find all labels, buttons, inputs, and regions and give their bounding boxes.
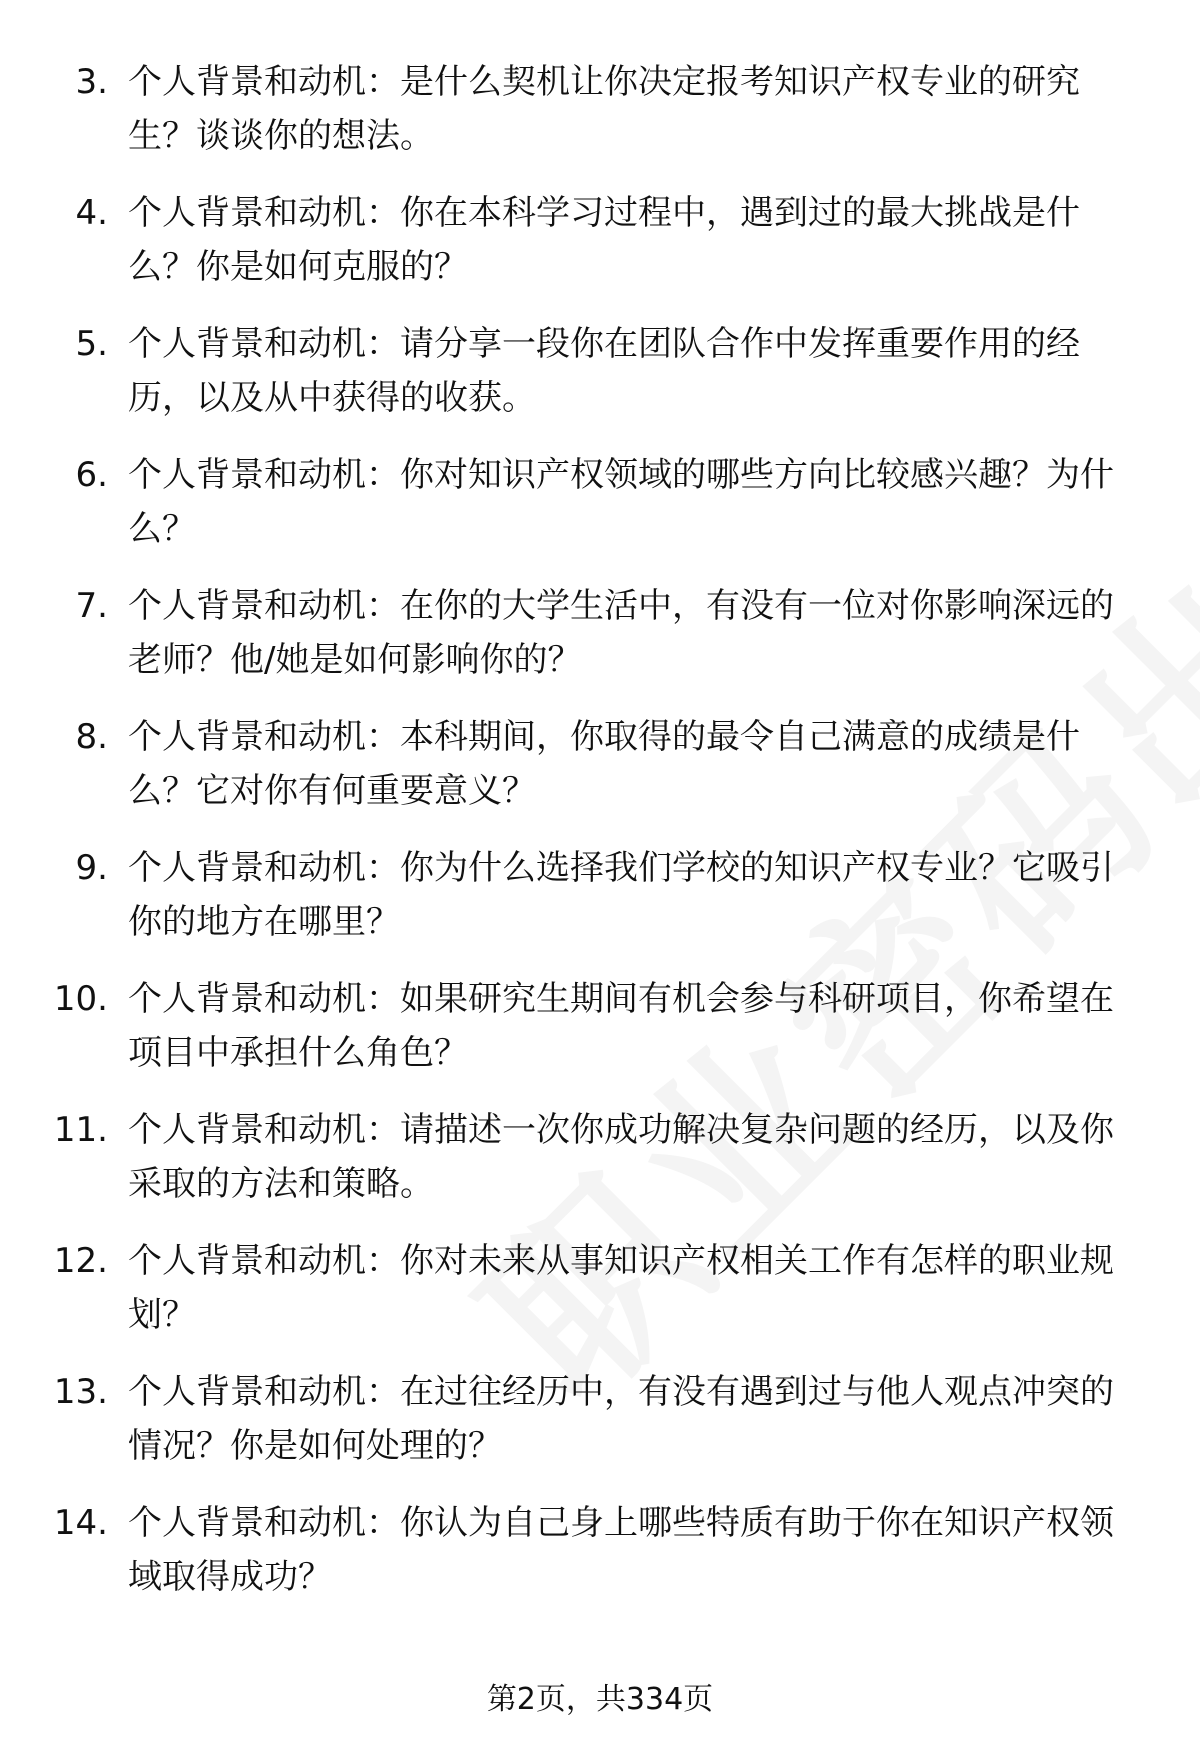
list-item: [0, 841, 1200, 972]
question-text: 个人背景和动机：你为什么选择我们学校的知识产权专业？它吸引你的地方在哪里？: [128, 848, 1114, 942]
list-item: [0, 972, 1200, 1103]
question-text: 个人背景和动机：你对知识产权领域的哪些方向比较感兴趣？为什么？: [128, 455, 1114, 549]
list-item: [0, 317, 1200, 448]
question-text: 个人背景和动机：如果研究生期间有机会参与科研项目，你希望在项目中承担什么角色？: [128, 979, 1114, 1073]
question-text: 个人背景和动机：你对未来从事知识产权相关工作有怎样的职业规划？: [128, 1241, 1114, 1335]
question-number: 14.: [53, 1503, 108, 1543]
question-number: 4.: [75, 193, 108, 233]
question-number: 11.: [53, 1110, 108, 1150]
question-number: 13.: [53, 1372, 108, 1412]
question-text: 个人背景和动机：请分享一段你在团队合作中发挥重要作用的经历，以及从中获得的收获。: [128, 324, 1080, 418]
list-item: [0, 1496, 1200, 1627]
question-text: 个人背景和动机：本科期间，你取得的最令自己满意的成绩是什么？它对你有何重要意义？: [128, 717, 1080, 811]
question-text: 个人背景和动机：请描述一次你成功解决复杂问题的经历，以及你采取的方法和策略。: [128, 1110, 1114, 1204]
question-text: 个人背景和动机：你在本科学习过程中，遇到过的最大挑战是什么？你是如何克服的？: [128, 193, 1080, 287]
list-item: [0, 579, 1200, 710]
question-number: 12.: [53, 1241, 108, 1281]
question-number: 5.: [75, 324, 108, 364]
list-item: [0, 1103, 1200, 1234]
list-item: [0, 55, 1200, 186]
question-list: [0, 55, 1200, 1627]
question-text: 个人背景和动机：在过往经历中，有没有遇到过与他人观点冲突的情况？你是如何处理的？: [128, 1372, 1114, 1466]
page-footer: 第2页，共334页: [486, 1682, 714, 1717]
question-text: 个人背景和动机：在你的大学生活中，有没有一位对你影响深远的老师？他/她是如何影响你的？: [128, 586, 1114, 680]
question-text: 个人背景和动机：是什么契机让你决定报考知识产权专业的研究生？谈谈你的想法。: [128, 62, 1080, 156]
question-number: 9.: [75, 848, 108, 888]
list-item: [0, 1365, 1200, 1496]
question-number: 7.: [75, 586, 108, 626]
list-item: [0, 448, 1200, 579]
question-number: 3.: [75, 62, 108, 102]
list-item: [0, 186, 1200, 317]
list-item: [0, 710, 1200, 841]
question-text: 个人背景和动机：你认为自己身上哪些特质有助于你在知识产权领域取得成功？: [128, 1503, 1114, 1597]
question-number: 6.: [75, 455, 108, 495]
question-number: 10.: [53, 979, 108, 1019]
question-number: 8.: [75, 717, 108, 757]
list-item: [0, 1234, 1200, 1365]
